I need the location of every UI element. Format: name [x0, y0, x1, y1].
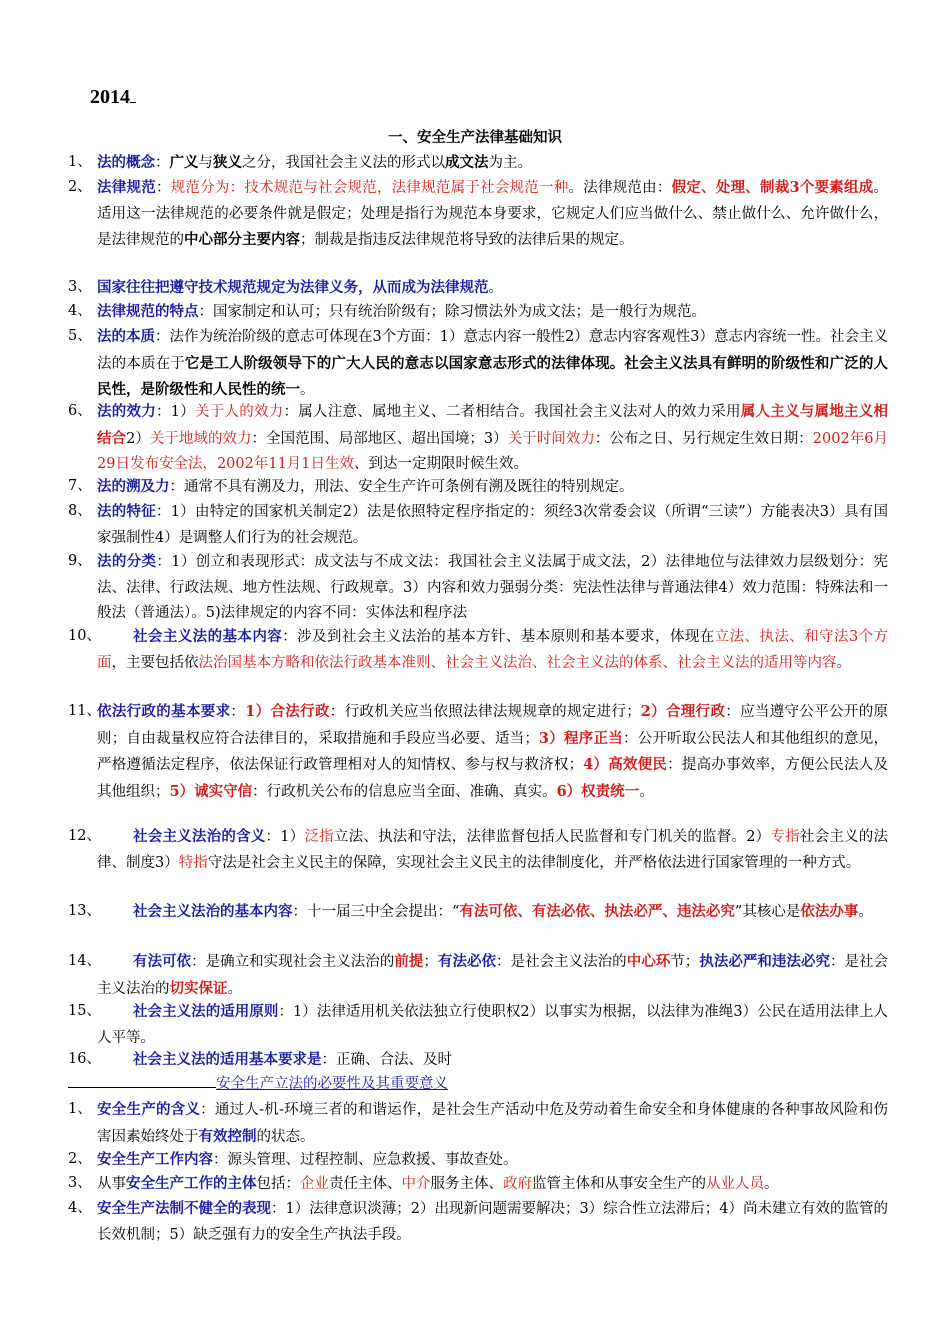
item-text [97, 399, 888, 478]
item-text [97, 549, 888, 627]
item-number: 2、 [68, 1151, 92, 1167]
text-run: 。 [227, 980, 242, 997]
text-run: ：是社会主义法治的 [97, 954, 889, 997]
text-run: ：应当遵守公平公开的原则；自由裁量权应符合法律目的，采取措施和手段应当必要、适当； [97, 704, 889, 747]
list-item [68, 324, 888, 404]
text-run: 关于人的效力 [195, 404, 284, 420]
text-run: 安全生产工作的主体 [126, 1175, 257, 1192]
text-run: 2002年6月29日发布安全法，2002年11月1日生效 [97, 430, 889, 472]
item-number: 3、 [68, 279, 92, 295]
list-item [68, 150, 888, 177]
text-run: ：涉及到社会主义法治的基本方针、基本原则和基本要求，体现在 [282, 629, 715, 645]
item-text [97, 899, 888, 926]
text-run: 4）高效便民 [583, 756, 668, 773]
text-run: 狭义 [213, 154, 242, 171]
text-run: 守法是社会主义民主的保障，实现社会主义民主的法律制度化，并严格依法进行国家管理的一种方式。 [207, 854, 861, 871]
item-number: 4、 [68, 1200, 92, 1216]
text-run: 从事 [97, 1176, 126, 1192]
text-run: ：1） [156, 404, 195, 420]
list-item [68, 899, 888, 926]
text-run: 执法必严和违法必究 [699, 953, 830, 970]
text-run: 前提 [394, 953, 424, 970]
item-number: 2、 [68, 179, 92, 195]
text-run: ：行政机关公布的信息应当全面、准确、真实。 [252, 783, 557, 800]
text-run: 。 [764, 1176, 779, 1192]
text-run: 切实保证 [169, 979, 228, 997]
text-run: 1）合法行政 [245, 703, 330, 720]
text-run: 特指 [178, 854, 208, 871]
item-number: 15、 [68, 1003, 101, 1019]
document-year: 2014 [90, 86, 136, 109]
item-text [97, 824, 888, 876]
text-run: 属人主义与属地主义相结合 [97, 403, 889, 447]
text-run: 中心部分主要内容 [184, 231, 300, 248]
item-text [97, 1196, 888, 1248]
text-run: 。法律规范由： [568, 180, 672, 196]
list-item [68, 1171, 888, 1198]
list-item [68, 1147, 888, 1174]
text-run: ：1） [265, 829, 305, 845]
text-run: ：提高办事效率，方便公民法人及其他组织； [97, 757, 889, 800]
text-run: 泛指 [304, 829, 334, 845]
item-number: 10、 [68, 628, 101, 644]
text-run: ：全国范围、局部地区、超出国境；3） [251, 430, 508, 447]
text-run: 3）程序正当 [538, 729, 623, 747]
text-run: 中心环 [626, 953, 671, 970]
text-run: 从业人员 [706, 1176, 764, 1192]
text-run: 服务主体、 [430, 1176, 503, 1192]
list-item [68, 499, 888, 551]
item-text [97, 624, 888, 676]
text-run: 法的效力 [97, 403, 157, 420]
text-run: ：源头管理、过程控制、应急救援、事故查处。 [213, 1152, 518, 1168]
item-text [97, 1097, 888, 1150]
list-item [68, 999, 888, 1051]
list-item [68, 1047, 888, 1074]
text-run: 。 [836, 654, 851, 671]
item-text [97, 1171, 888, 1198]
item-text [97, 499, 888, 551]
text-run: 立法、执法、和守法3个方面 [97, 629, 888, 671]
text-run: 法的溯及力 [97, 478, 170, 495]
text-run: ： [155, 155, 170, 171]
text-run: 包括： [256, 1176, 300, 1192]
text-run: 安全生产法制不健全的表现 [97, 1200, 272, 1217]
text-run: 。适用这一法律规范的必要条件就是假定；处理是指行为规范本身要求，它规定人们应当做什么、禁止做什么、允许做什么，是法律规范的 [97, 180, 889, 248]
text-run: ：十一届三中全会提出：“ [292, 904, 460, 920]
text-run: 监管主体和从事安全生产的 [532, 1176, 706, 1192]
list-item [68, 1097, 888, 1150]
list-item [68, 399, 888, 478]
text-run: 中介 [401, 1176, 431, 1192]
item-number: 9、 [68, 553, 92, 569]
text-run: 社会主义法的基本内容 [133, 628, 283, 645]
text-run: ：1）由特定的国家机关制定2）法是依照特定程序指定的：须经3次常委会议（所谓“三读”）方能表决3）具有国家强制性4）是调整人们行为的社会规范。 [97, 504, 888, 546]
item-text [97, 1047, 888, 1074]
item-text [97, 150, 888, 177]
item-text [97, 999, 888, 1051]
item-number: 13、 [68, 903, 101, 919]
text-run: 假定、处理、制裁3个要素组成 [671, 179, 874, 196]
item-number: 1、 [68, 1101, 92, 1117]
text-run: 政府 [503, 1176, 532, 1192]
text-run: ：1）创立和表现形式：成文法与不成文法：我国社会主义法属于成文法，2）法律地位与法律效力层级划分：宪法、法律、行政法规、地方性法规、行政规章。3）内容和效力强弱分类：宪法性法律与普通法律4）效力范围：特殊法和一般法（普通法）。5)法律规定的内容不同：实体法和程序法 [97, 554, 888, 621]
text-run: 关于地域的效力 [149, 430, 252, 447]
text-run: 法的特征 [97, 503, 157, 520]
text-run: ： [230, 704, 246, 720]
text-run: ”其核心是 [734, 904, 801, 920]
text-run: ：1）法律意识淡薄；2）出现新问题需要解决；3）综合性立法滞后；4）尚未建立有效的监管的长效机制；5）缺乏强有力的安全生产执法手段。 [97, 1201, 889, 1243]
list-item [68, 949, 888, 1002]
text-run: 之分，我国社会主义法的形式以 [242, 155, 445, 171]
list-item [68, 699, 888, 805]
text-run: ：行政机关应当依照法律法规规章的规定进行； [329, 704, 641, 720]
text-run: 有法可依 [133, 953, 192, 970]
text-run: ：通常不具有溯及力，刑法、安全生产许可条例有溯及既往的特别规定。 [169, 479, 634, 495]
text-run: ：是社会主义法治的 [496, 954, 627, 970]
item-text [97, 949, 888, 1002]
text-run: 成文法 [445, 154, 489, 171]
item-text [97, 324, 888, 404]
list-item [68, 299, 888, 326]
text-run: 法治国基本方略和依法行政基本准则、社会主义法治、社会主义法的体系、社会主义法的适用等内容 [198, 654, 837, 671]
item-text [97, 699, 888, 805]
list-item [68, 624, 888, 676]
text-run: 它是工人阶级领导下的广大人民的意志以国家意志形式的法律体现。社会主义法具有鲜明的阶级性和广泛的人民性，是阶级性和人民性的统一 [97, 354, 888, 398]
text-run: ：公布之日、另行规定生效日期： [594, 430, 813, 447]
text-run: 专指 [770, 829, 800, 845]
item-text [97, 299, 888, 326]
text-run: 法的分类 [97, 553, 157, 570]
text-run: ：国家制定和认可；只有统治阶级有；除习惯法外为成文法；是一般行为规范。 [198, 304, 706, 320]
item-text [97, 275, 888, 302]
section-heading: 一、安全生产法律基础知识 [388, 129, 562, 146]
item-number: 4、 [68, 303, 92, 319]
text-run: ； [423, 954, 438, 970]
text-run: 有法可依、有法必依、执法必严、违法必究 [459, 903, 735, 920]
text-run: 法律规范的特点 [97, 303, 199, 320]
text-run: 6）权责统一 [556, 782, 640, 800]
text-run: 关于时间效力 [507, 430, 595, 447]
text-run: 有效控制 [198, 1127, 257, 1145]
text-run: 的状态。 [256, 1128, 315, 1145]
text-run: 安全生产的含义 [97, 1101, 201, 1118]
text-run: 。 [488, 280, 503, 296]
item-number: 14、 [68, 953, 101, 969]
text-run: 。 [858, 904, 873, 920]
text-run: 5）诚实守信 [169, 782, 253, 800]
item-number: 6、 [68, 403, 92, 419]
text-run: 国家往往把遵守技术规范规定为法律义务，从而成为法律规范 [97, 279, 489, 296]
text-run: 2） [126, 430, 150, 447]
item-text [97, 1147, 888, 1174]
section-2-title: 安全生产立法的必要性及其重要意义 [68, 1072, 448, 1093]
item-number: 7、 [68, 478, 92, 494]
item-number: 1、 [68, 154, 92, 170]
text-run: ：法作为统治阶级的意志可体现在3个方面：1）意志内容一般性2）意志内容客观性3）意志内容统一性。社会主义法的本质在于 [97, 329, 888, 372]
item-number: 16、 [68, 1051, 101, 1067]
list-item [68, 549, 888, 627]
text-run: 依法办事 [800, 903, 859, 920]
text-run: 规范分为：技术规范与社会规范，法律规范属于社会规范一种 [170, 180, 569, 196]
text-run: ：1）法律适用机关依法独立行使职权2）以事实为根据，以法律为准绳3）公民在适用法律上人人平等。 [97, 1004, 888, 1046]
text-run: 社会主义的法律、制度3） [97, 829, 889, 871]
list-item [68, 474, 888, 501]
text-run: 社会主义法的适用原则 [133, 1003, 279, 1020]
text-run: 。 [639, 783, 654, 800]
text-run: ：是确立和实现社会主义法治的 [191, 954, 395, 970]
item-text [97, 175, 888, 254]
text-run: ： [155, 180, 171, 196]
text-run: 、到达一定期限时候生效。 [354, 456, 529, 472]
list-item [68, 175, 888, 254]
item-number: 11、 [68, 703, 101, 719]
year-underline-mark [130, 86, 136, 103]
text-run: 与 [198, 155, 213, 171]
text-run: 法的概念 [97, 154, 155, 171]
item-number: 12、 [68, 828, 101, 844]
list-item [68, 1196, 888, 1248]
text-run: 依法行政的基本要求 [97, 703, 231, 720]
list-item [68, 824, 888, 876]
list-item [68, 275, 888, 302]
text-run: 。 [300, 382, 315, 398]
item-number: 5、 [68, 328, 92, 344]
text-run: 社会主义法的适用基本要求是 [133, 1051, 322, 1068]
text-run: 安全生产工作内容 [97, 1151, 213, 1168]
item-number: 3、 [68, 1175, 92, 1191]
text-run: ：公开听取公民法人和其他组织的意见，严格遵循法定程序，依法保证行政管理相对人的知情权、参与权与救济权； [97, 730, 889, 773]
text-run: ：正确、合法、及时 [321, 1052, 452, 1068]
text-run: 节； [670, 954, 700, 970]
item-text [97, 474, 888, 501]
text-run: 法的本质 [97, 328, 156, 345]
text-run: 有法必依 [437, 953, 497, 970]
text-run: ，主要包括依 [111, 654, 199, 671]
title-underline-rule [68, 1073, 216, 1088]
text-run: 立法、执法和守法，法律监督包括人民监督和专门机关的监督。2） [333, 829, 771, 845]
text-run: ；制裁是指违反法律规范将导致的法律后果的规定。 [300, 232, 634, 248]
text-run: ：属人注意、属地主义、二者相结合。我国社会主义法对人的效力采用 [283, 404, 741, 420]
text-run: 社会主义法治的基本内容 [133, 903, 293, 920]
text-run: 法律规范 [97, 179, 156, 196]
text-run: 为主。 [488, 155, 532, 171]
text-run: 2）合理行政 [640, 703, 726, 720]
text-run: 责任主体、 [329, 1176, 402, 1192]
text-run: 社会主义法治的含义 [133, 828, 266, 845]
text-run: 广义 [169, 154, 199, 171]
text-run: ：通过人-机-环境三者的和谐运作，是社会生产活动中危及劳动着生命安全和身体健康的各种事故风险和伤害因素始终处于 [97, 1102, 889, 1145]
item-number: 8、 [68, 503, 92, 519]
text-run: 企业 [300, 1176, 329, 1192]
